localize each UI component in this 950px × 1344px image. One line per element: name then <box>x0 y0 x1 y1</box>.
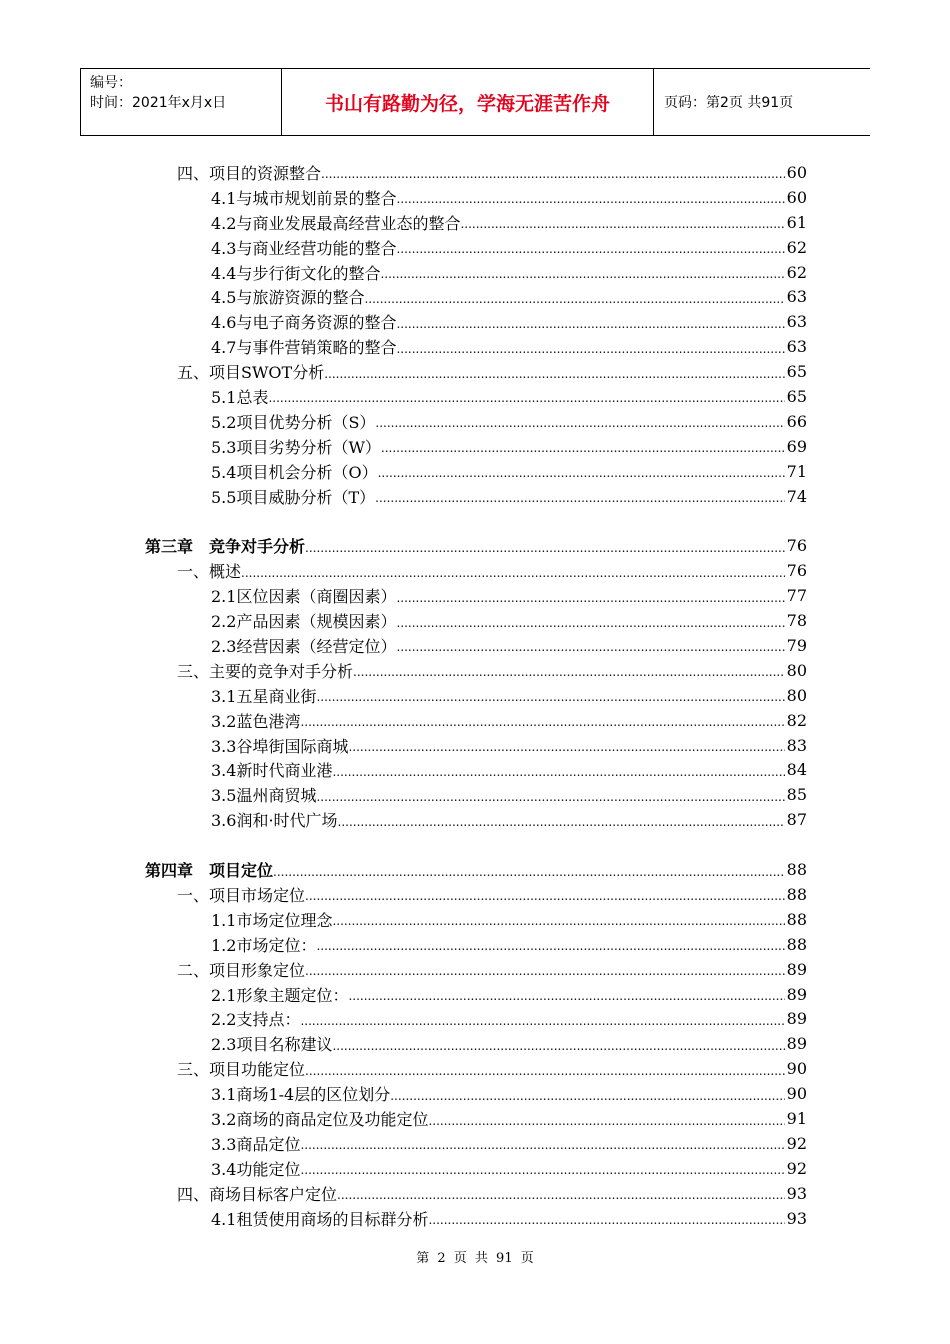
toc-entry-page: 71 <box>786 461 807 481</box>
toc-entry[interactable] <box>145 558 807 583</box>
toc-entry-label: 4.1与城市规划前景的整合 <box>211 188 397 208</box>
toc-entry[interactable] <box>145 1206 807 1231</box>
toc-entry-page: 76 <box>786 536 807 556</box>
toc-entry[interactable] <box>145 782 807 807</box>
toc-leader-dots <box>380 263 784 281</box>
toc-entry-page: 78 <box>786 611 807 631</box>
toc-leader-dots <box>396 238 784 256</box>
toc-entry-page: 88 <box>786 909 807 929</box>
toc-entry-label: 4.5与旅游资源的整合 <box>211 288 365 308</box>
toc-entry-label: 3.2蓝色港湾 <box>211 711 301 731</box>
toc-entry[interactable] <box>145 583 807 608</box>
toc-entry[interactable] <box>145 434 807 459</box>
toc-entry-page: 65 <box>786 386 807 406</box>
toc-leader-dots <box>305 960 785 978</box>
toc-leader-dots <box>300 1010 784 1028</box>
toc-entry-page: 89 <box>786 984 807 1004</box>
header-page-info: 页码：第2页 共91页 <box>664 95 794 111</box>
toc-entry-page: 85 <box>786 785 807 805</box>
toc-leader-dots <box>273 861 785 879</box>
toc-entry-label: 3.1五星商业街 <box>211 686 317 706</box>
toc-entry[interactable] <box>145 1181 807 1206</box>
toc-entry-page: 82 <box>786 710 807 730</box>
toc-entry-page: 62 <box>786 262 807 282</box>
toc-leader-dots <box>348 736 784 754</box>
toc-entry-page: 65 <box>786 362 807 382</box>
toc-chapter-entry[interactable] <box>145 857 807 882</box>
toc-entry[interactable] <box>145 658 807 683</box>
toc-chapter-entry[interactable] <box>145 533 807 558</box>
toc-leader-dots <box>396 612 784 630</box>
toc-entry-page: 80 <box>786 660 807 680</box>
toc-entry[interactable] <box>145 210 807 235</box>
toc-entry-label: 3.5温州商贸城 <box>211 786 317 806</box>
toc-entry-page: 83 <box>786 735 807 755</box>
toc-entry[interactable] <box>145 932 807 957</box>
toc-leader-dots <box>364 288 784 306</box>
toc-entry-label: 4.7与事件营销策略的整合 <box>211 338 397 358</box>
toc-leader-dots <box>300 1134 784 1152</box>
toc-entry[interactable] <box>145 260 807 285</box>
toc-entry-page: 63 <box>786 287 807 307</box>
toc-entry-label: 2.2支持点： <box>211 1010 301 1030</box>
toc-entry-page: 89 <box>786 959 807 979</box>
toc-entry-page: 79 <box>786 635 807 655</box>
toc-leader-dots <box>305 885 785 903</box>
toc-entry-label: 5.2项目优势分析（S） <box>211 412 376 432</box>
toc-entry[interactable] <box>145 384 807 409</box>
toc-entry-page: 90 <box>786 1059 807 1079</box>
toc-leader-dots <box>316 686 784 704</box>
toc-entry-page: 92 <box>786 1133 807 1153</box>
toc-leader-dots <box>353 661 785 679</box>
toc-entry-page: 80 <box>786 685 807 705</box>
toc-leader-dots <box>332 910 784 928</box>
toc-entry-label: 5.5项目威胁分析（T） <box>211 487 376 507</box>
toc-entry[interactable] <box>145 907 807 932</box>
toc-leader-dots <box>375 412 784 430</box>
toc-leader-dots <box>305 537 785 555</box>
toc-entry-label: 一、概述 <box>177 562 242 582</box>
toc-entry-label: 五、项目SWOT分析 <box>177 363 325 383</box>
toc-entry-label: 一、项目市场定位 <box>177 885 306 905</box>
toc-entry[interactable] <box>145 807 807 832</box>
toc-entry-page: 90 <box>786 1084 807 1104</box>
toc-leader-dots <box>396 188 784 206</box>
toc-entry-label: 四、项目的资源整合 <box>177 163 322 183</box>
toc-entry[interactable] <box>145 334 807 359</box>
toc-entry[interactable] <box>145 284 807 309</box>
toc-entry[interactable] <box>145 708 807 733</box>
toc-entry[interactable] <box>145 160 807 185</box>
toc-entry-page: 60 <box>786 162 807 182</box>
toc-leader-dots <box>324 363 784 381</box>
toc-entry-label: 3.1商场1-4层的区位划分 <box>211 1085 391 1105</box>
toc-entry-label: 3.2商场的商品定位及功能定位 <box>211 1110 429 1129</box>
toc-entry-label: 2.1区位因素（商圈因素） <box>211 587 397 607</box>
toc-entry[interactable] <box>145 409 807 434</box>
toc-entry-page: 92 <box>786 1158 807 1178</box>
toc-leader-dots <box>390 1085 784 1103</box>
page-header <box>80 68 870 136</box>
toc-entry-page: 88 <box>786 884 807 904</box>
toc-entry[interactable] <box>145 882 807 907</box>
toc-entry[interactable] <box>145 1056 807 1081</box>
toc-entry-label: 4.2与商业发展最高经营业态的整合 <box>211 213 461 233</box>
toc-entry-label: 1.1市场定位理念 <box>211 910 333 930</box>
toc-entry[interactable] <box>145 235 807 260</box>
toc-leader-dots <box>396 636 784 654</box>
toc-entry-page: 76 <box>786 561 807 581</box>
toc-leader-dots <box>428 1110 784 1128</box>
toc-entry-page: 66 <box>786 411 807 431</box>
toc-entry[interactable] <box>145 484 807 509</box>
toc-entry-label: 2.1形象主题定位： <box>211 985 349 1005</box>
toc-entry[interactable] <box>145 1131 807 1156</box>
toc-entry[interactable] <box>145 683 807 708</box>
header-meta <box>80 69 282 135</box>
toc-entry[interactable] <box>145 957 807 982</box>
toc-leader-dots <box>321 163 785 181</box>
toc-entry-page: 88 <box>786 934 807 954</box>
toc-entry-page: 69 <box>786 436 807 456</box>
toc-entry-page: 77 <box>786 586 807 606</box>
toc-leader-dots <box>300 711 784 729</box>
time-label: 时间：2021年x月x日 <box>90 95 227 111</box>
number-label: 编号： <box>90 75 132 91</box>
toc-entry-page: 91 <box>786 1109 807 1128</box>
toc-entry[interactable] <box>145 982 807 1007</box>
toc-entry-page: 61 <box>786 212 807 232</box>
toc-entry-label: 2.3项目名称建议 <box>211 1035 333 1055</box>
toc-entry[interactable] <box>145 757 807 782</box>
toc-leader-dots <box>316 786 784 804</box>
toc-leader-dots <box>396 313 784 331</box>
toc-entry[interactable] <box>145 1156 807 1181</box>
toc-entry-page: 93 <box>786 1183 807 1203</box>
toc-entry-page: 89 <box>786 1009 807 1029</box>
toc-leader-dots <box>396 338 784 356</box>
toc-entry-label: 3.4新时代商业港 <box>211 761 333 781</box>
toc-entry[interactable] <box>145 1007 807 1032</box>
toc-leader-dots <box>381 437 785 455</box>
toc-entry-page: 62 <box>786 237 807 257</box>
toc-leader-dots <box>375 487 785 505</box>
toc-entry-label: 3.4功能定位 <box>211 1159 301 1179</box>
toc-entry[interactable] <box>145 185 807 210</box>
toc-leader-dots <box>396 587 784 605</box>
toc-leader-dots <box>305 1060 785 1078</box>
toc-entry[interactable] <box>145 1081 807 1106</box>
toc-entry-page: 63 <box>786 312 807 332</box>
toc-leader-dots <box>241 562 785 580</box>
toc-entry-label: 4.3与商业经营功能的整合 <box>211 238 397 258</box>
toc-entry-label: 1.2市场定位： <box>211 935 317 955</box>
toc-entry-label: 2.2产品因素（规模因素） <box>211 612 397 632</box>
toc-entry-label: 3.3商品定位 <box>211 1134 301 1154</box>
toc-entry-label: 5.1总表 <box>211 387 269 407</box>
toc-entry-page: 88 <box>786 860 807 880</box>
toc-leader-dots <box>378 462 785 480</box>
toc-entry[interactable] <box>145 459 807 484</box>
toc-entry[interactable] <box>145 633 807 658</box>
toc-entry-label: 4.1租赁使用商场的目标群分析 <box>211 1209 429 1229</box>
toc-leader-dots <box>268 387 784 405</box>
page-footer: 第 2 页 共 91 页 <box>416 1251 534 1266</box>
toc-entry-page: 87 <box>786 810 807 830</box>
toc-entry[interactable] <box>145 733 807 758</box>
toc-entry[interactable] <box>145 359 807 384</box>
toc-entry-page: 74 <box>786 486 807 506</box>
toc-leader-dots <box>338 811 785 829</box>
toc-entry-label: 3.6润和·时代广场 <box>211 811 338 831</box>
toc-entry-label: 3.3谷埠街国际商城 <box>211 736 349 756</box>
toc-entry-label: 2.3经营因素（经营定位） <box>211 636 397 656</box>
toc-entry-label: 三、项目功能定位 <box>177 1060 306 1080</box>
toc-entry[interactable] <box>145 1106 807 1131</box>
toc-entry-page: 84 <box>786 760 807 780</box>
header-motto: 书山有路勤为径，学海无涯苦作舟 <box>282 69 654 135</box>
toc-entry-label: 4.4与步行街文化的整合 <box>211 263 381 283</box>
toc-leader-dots <box>428 1209 784 1227</box>
toc-leader-dots <box>348 985 784 1003</box>
toc-entry-label: 5.3项目劣势分析（W） <box>211 437 381 457</box>
toc-leader-dots <box>337 1184 785 1202</box>
toc-leader-dots <box>332 761 784 779</box>
toc-leader-dots <box>316 935 784 953</box>
toc-entry-label: 三、主要的竞争对手分析 <box>177 661 354 681</box>
toc-entry[interactable] <box>145 1031 807 1056</box>
toc-entry-page: 60 <box>786 187 807 207</box>
toc-entry-label: 5.4项目机会分析（O） <box>211 462 378 482</box>
toc-entry[interactable] <box>145 608 807 633</box>
toc-leader-dots <box>300 1159 784 1177</box>
toc-entry-page: 93 <box>786 1208 807 1228</box>
toc-entry-page: 63 <box>786 337 807 357</box>
toc-entry[interactable] <box>145 309 807 334</box>
toc-leader-dots <box>460 213 784 231</box>
toc-entry-label: 第四章 项目定位 <box>145 861 274 881</box>
toc-entry-label: 四、商场目标客户定位 <box>177 1184 338 1204</box>
toc-leader-dots <box>332 1035 784 1053</box>
toc-entry-page: 89 <box>786 1034 807 1054</box>
toc-entry-label: 第三章 竞争对手分析 <box>145 537 306 557</box>
table-of-contents <box>145 160 807 1231</box>
toc-entry-label: 4.6与电子商务资源的整合 <box>211 313 397 333</box>
toc-entry-label: 二、项目形象定位 <box>177 960 306 980</box>
